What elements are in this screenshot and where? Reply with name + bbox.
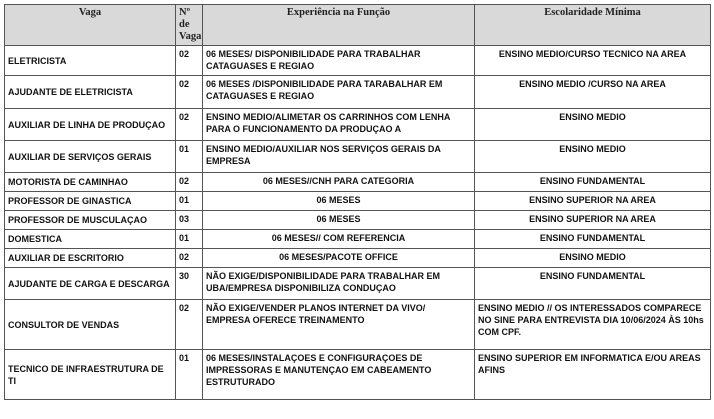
cell-vaga: MOTORISTA DE CAMINHAO bbox=[5, 173, 176, 192]
cell-num: 02 bbox=[176, 76, 203, 109]
cell-esc: ENSINO MEDIO /CURSO NA AREA bbox=[475, 76, 711, 109]
table-row bbox=[5, 109, 711, 141]
table-row bbox=[5, 192, 711, 211]
cell-esc: ENSINO FUNDAMENTAL bbox=[475, 230, 711, 249]
cell-exp: 06 MESES /DISPONIBILIDADE PARA TARABALHAR EM CATAGUASES E REGIAO bbox=[203, 76, 475, 109]
cell-exp: ENSINO MEDIO/AUXILIAR NOS SERVIÇOS GERAIS DA EMPRESA bbox=[203, 141, 475, 173]
cell-esc: ENSINO MEDIO/CURSO TECNICO NA AREA bbox=[475, 46, 711, 76]
cell-esc: ENSINO MEDIO bbox=[475, 109, 711, 141]
cell-num: 30 bbox=[176, 268, 203, 300]
cell-exp: 06 MESES/ DISPONIBILIDADE PARA TRABALHAR CATAGUASES E REGIAO bbox=[203, 46, 475, 76]
cell-vaga: ELETRICISTA bbox=[5, 46, 176, 76]
cell-vaga: AUXILIAR DE LINHA DE PRODUÇAO bbox=[5, 109, 176, 141]
cell-vaga: DOMESTICA bbox=[5, 230, 176, 249]
cell-num: 02 bbox=[176, 46, 203, 76]
cell-vaga: TECNICO DE INFRAESTRUTURA DE TI bbox=[5, 350, 176, 400]
cell-num: 02 bbox=[176, 173, 203, 192]
header-num-vagas: Nº de Vaga bbox=[176, 5, 203, 46]
header-row bbox=[5, 5, 711, 46]
table-row bbox=[5, 46, 711, 76]
cell-exp: 06 MESES// COM REFERENCIA bbox=[203, 230, 475, 249]
cell-num: 01 bbox=[176, 141, 203, 173]
table-row bbox=[5, 249, 711, 268]
table-row bbox=[5, 141, 711, 173]
cell-esc: ENSINO SUPERIOR NA AREA bbox=[475, 192, 711, 211]
cell-vaga: AJUDANTE DE CARGA E DESCARGA bbox=[5, 268, 176, 300]
cell-num: 02 bbox=[176, 300, 203, 350]
cell-exp: NÃO EXIGE/VENDER PLANOS INTERNET DA VIVO/ EMPRESA OFERECE TREINAMENTO bbox=[203, 300, 475, 350]
cell-esc: ENSINO SUPERIOR NA AREA bbox=[475, 211, 711, 230]
cell-exp: 06 MESES/PACOTE OFFICE bbox=[203, 249, 475, 268]
cell-esc: ENSINO MEDIO // OS INTERESSADOS COMPARECE NO SINE PARA ENTREVISTA DIA 10/06/2024 ÀS 10hs COM CPF. bbox=[475, 300, 711, 350]
header-experiencia: Experiência na Função bbox=[203, 5, 475, 46]
table-row bbox=[5, 300, 711, 350]
header-vaga: Vaga bbox=[5, 5, 176, 46]
cell-num: 02 bbox=[176, 109, 203, 141]
table-row bbox=[5, 211, 711, 230]
vacancy-table bbox=[4, 4, 711, 400]
cell-num: 01 bbox=[176, 192, 203, 211]
cell-vaga: AUXILIAR DE ESCRITORIO bbox=[5, 249, 176, 268]
cell-exp: ENSINO MEDIO/ALIMETAR OS CARRINHOS COM LENHA PARA O FUNCIONAMENTO DA PRODUÇAO A bbox=[203, 109, 475, 141]
cell-exp: 06 MESES bbox=[203, 211, 475, 230]
cell-exp: 06 MESES bbox=[203, 192, 475, 211]
table-row bbox=[5, 350, 711, 400]
header-escolaridade: Escolaridade Mínima bbox=[475, 5, 711, 46]
cell-esc: ENSINO FUNDAMENTAL bbox=[475, 268, 711, 300]
cell-exp: 06 MESES/INSTALAÇOES E CONFIGURAÇOES DE IMPRESSORAS E MANUTENÇAO EM CABEAMENTO ESTRUTURADO bbox=[203, 350, 475, 400]
table-row bbox=[5, 76, 711, 109]
cell-esc: ENSINO SUPERIOR EM INFORMATICA E/OU AREAS AFINS bbox=[475, 350, 711, 400]
table-row bbox=[5, 173, 711, 192]
cell-num: 02 bbox=[176, 249, 203, 268]
cell-vaga: PROFESSOR DE MUSCULAÇAO bbox=[5, 211, 176, 230]
cell-esc: ENSINO MEDIO bbox=[475, 249, 711, 268]
cell-vaga: CONSULTOR DE VENDAS bbox=[5, 300, 176, 350]
cell-esc: ENSINO MEDIO bbox=[475, 141, 711, 173]
cell-esc: ENSINO FUNDAMENTAL bbox=[475, 173, 711, 192]
cell-num: 01 bbox=[176, 350, 203, 400]
cell-num: 01 bbox=[176, 230, 203, 249]
table-row bbox=[5, 230, 711, 249]
cell-exp: 06 MESES//CNH PARA CATEGORIA bbox=[203, 173, 475, 192]
cell-vaga: PROFESSOR DE GINASTICA bbox=[5, 192, 176, 211]
cell-vaga: AJUDANTE DE ELETRICISTA bbox=[5, 76, 176, 109]
cell-exp: NÃO EXIGE/DISPONIBILIDADE PARA TRABALHAR EM UBA/EMPRESA DISPONIBILIZA CONDUÇAO bbox=[203, 268, 475, 300]
table-row bbox=[5, 268, 711, 300]
cell-num: 03 bbox=[176, 211, 203, 230]
cell-vaga: AUXILIAR DE SERVIÇOS GERAIS bbox=[5, 141, 176, 173]
